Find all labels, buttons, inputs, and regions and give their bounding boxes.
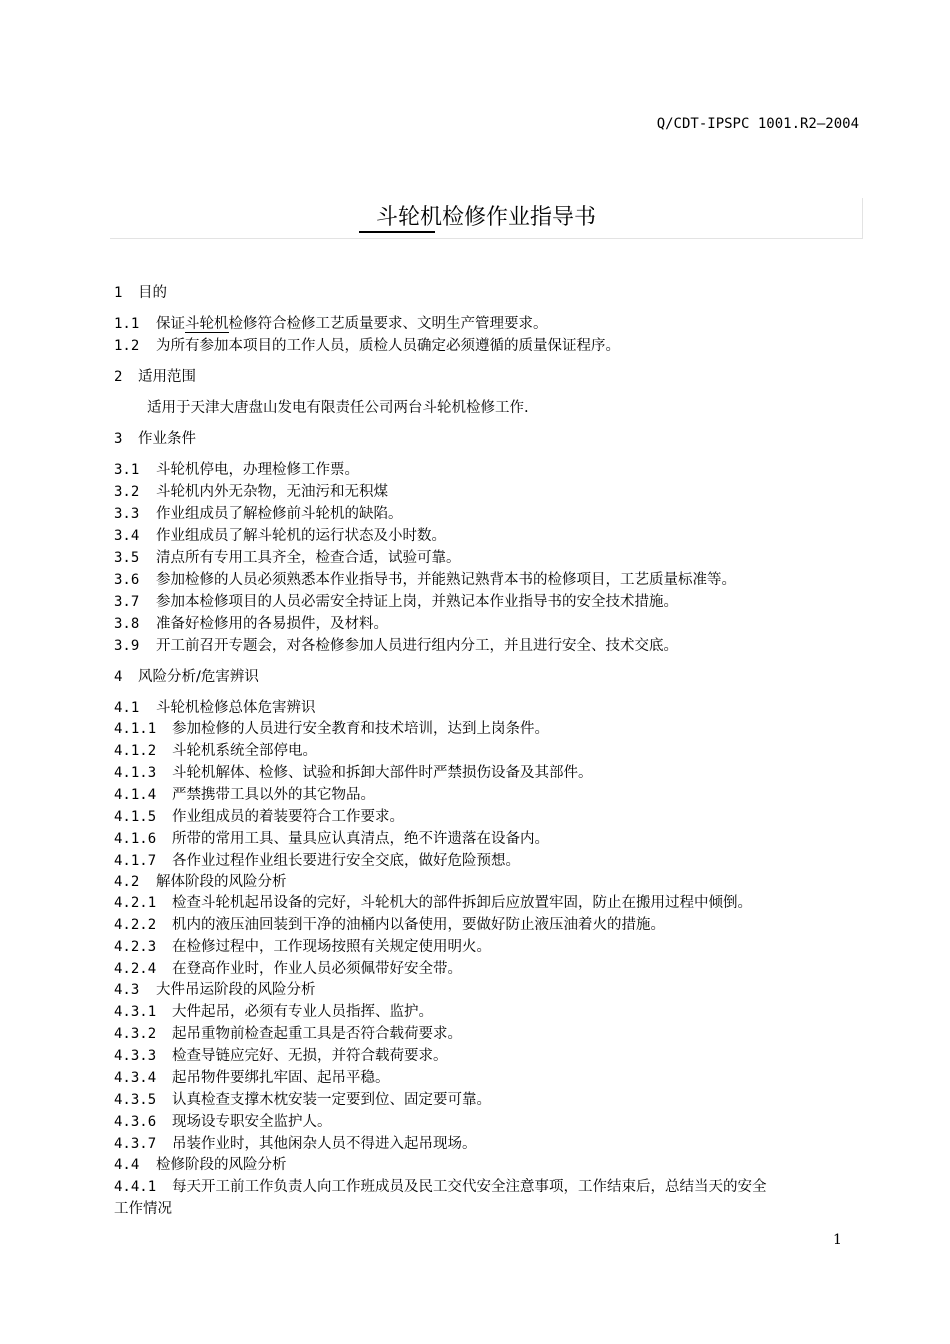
item-number: 4.1.1 (114, 721, 157, 737)
subsection-title: 斗轮机检修总体危害辨识 (156, 700, 316, 716)
item-text: 在登高作业时，作业人员必须佩带好安全带。 (172, 961, 462, 977)
item-number: 4.1.5 (114, 809, 157, 825)
item-text: 机内的液压油回装到干净的油桶内以备使用，要做好防止液压油着火的措施。 (172, 917, 665, 933)
item-text: 检查导链应完好、无损，并符合载荷要求。 (172, 1048, 448, 1064)
item-text: 各作业过程作业组长要进行安全交底，做好危险预想。 (172, 853, 520, 869)
item-text: 起吊物件要绑扎牢固、起吊平稳。 (172, 1070, 390, 1086)
list-item (114, 959, 462, 980)
list-item (114, 614, 388, 635)
item-number: 4.2.4 (114, 961, 157, 977)
item-text: 斗轮机内外无杂物，无油污和无积煤 (156, 484, 388, 500)
list-item (114, 526, 446, 547)
list-item (114, 314, 548, 335)
list-item (114, 336, 620, 357)
section-number: 3 (114, 431, 123, 447)
list-item (114, 570, 736, 591)
item-continuation: 工作情况 (114, 1201, 172, 1217)
item-number: 3.3 (114, 506, 140, 522)
title-underline (359, 231, 435, 233)
subsection-title: 检修阶段的风险分析 (156, 1157, 287, 1173)
section-title: 目的 (138, 285, 167, 301)
item-number: 3.8 (114, 616, 140, 632)
item-number: 4.4.1 (114, 1179, 157, 1195)
section-number: 2 (114, 369, 123, 385)
page-number: 1 (833, 1232, 842, 1248)
list-item (114, 1112, 332, 1133)
item-text: 在检修过程中，工作现场按照有关规定使用明火。 (172, 939, 491, 955)
item-text: 起吊重物前检查起重工具是否符合载荷要求。 (172, 1026, 462, 1042)
item-number: 4.2.2 (114, 917, 157, 933)
list-item (114, 1090, 491, 1111)
item-number: 4.1.2 (114, 743, 157, 759)
list-item (114, 1068, 390, 1089)
subsection-heading (114, 1155, 287, 1176)
list-item (114, 829, 549, 850)
subsection-number: 4.1 (114, 700, 140, 716)
item-text: 为所有参加本项目的工作人员，质检人员确定必须遵循的质量保证程序。 (156, 338, 620, 354)
item-text: 每天开工前工作负责人向工作班成员及民工交代安全注意事项，工作结束后，总结当天的安全 (172, 1179, 767, 1195)
item-text: 作业组成员了解斗轮机的运行状态及小时数。 (156, 528, 446, 544)
item-number: 4.3.7 (114, 1136, 157, 1152)
item-number: 3.2 (114, 484, 140, 500)
section-title: 适用范围 (138, 369, 196, 385)
item-text: 认真检查支撑木枕安装一定要到位、固定要可靠。 (172, 1092, 491, 1108)
list-item (114, 741, 317, 762)
subsection-heading (114, 698, 316, 719)
item-number: 3.5 (114, 550, 140, 566)
section-title: 作业条件 (138, 431, 196, 447)
list-item (114, 592, 678, 613)
item-number: 3.7 (114, 594, 140, 610)
list-item (114, 915, 665, 936)
title-block (110, 198, 863, 239)
item-text: 准备好检修用的各易损件，及材料。 (156, 616, 388, 632)
item-number: 4.2.1 (114, 895, 157, 911)
item-number: 4.1.7 (114, 853, 157, 869)
subsection-number: 4.3 (114, 982, 140, 998)
list-item (114, 763, 593, 784)
item-text: 严禁携带工具以外的其它物品。 (172, 787, 375, 803)
item-text: 开工前召开专题会，对各检修参加人员进行组内分工，并且进行安全、技术交底。 (156, 638, 678, 654)
underlined-term: 斗轮机 (185, 316, 229, 332)
item-text: 清点所有专用工具齐全，检查合适，试验可靠。 (156, 550, 461, 566)
list-item (114, 851, 520, 872)
section-number: 1 (114, 285, 123, 301)
item-text: 参加检修的人员必须熟悉本作业指导书，并能熟记熟背本书的检修项目，工艺质量标准等。 (156, 572, 736, 588)
list-item (114, 719, 549, 740)
subsection-number: 4.2 (114, 874, 140, 890)
item-text: 检查斗轮机起吊设备的完好，斗轮机大的部件拆卸后应放置牢固，防止在搬用过程中倾倒。 (172, 895, 752, 911)
list-item (114, 937, 491, 958)
document-code: Q/CDT-IPSPC 1001.R2—2004 (656, 116, 859, 132)
list-item (114, 460, 359, 481)
item-number: 4.1.4 (114, 787, 157, 803)
item-number: 4.3.6 (114, 1114, 157, 1130)
subsection-number: 4.4 (114, 1157, 140, 1173)
item-number: 4.3.1 (114, 1004, 157, 1020)
list-item (114, 1024, 462, 1045)
list-item (114, 1177, 767, 1198)
item-text: 所带的常用工具、量具应认真清点，绝不许遗落在设备内。 (172, 831, 549, 847)
item-text: 现场设专职安全监护人。 (172, 1114, 332, 1130)
section-title: 风险分析/危害辨识 (138, 669, 259, 685)
item-number: 4.1.6 (114, 831, 157, 847)
item-number: 3.9 (114, 638, 140, 654)
item-number: 3.1 (114, 462, 140, 478)
item-text: 斗轮机解体、检修、试验和拆卸大部件时严禁损伤设备及其部件。 (172, 765, 593, 781)
item-number: 1.1 (114, 316, 140, 332)
item-number: 4.3.4 (114, 1070, 157, 1086)
item-text: 作业组成员的着装要符合工作要求。 (172, 809, 404, 825)
list-item (114, 893, 752, 914)
list-item (114, 482, 388, 503)
list-item (114, 636, 678, 657)
list-item (114, 807, 404, 828)
item-number: 4.3.2 (114, 1026, 157, 1042)
list-item (114, 1046, 448, 1067)
section-heading (114, 367, 196, 388)
list-item (114, 504, 403, 525)
section-heading (114, 283, 167, 304)
subsection-title: 解体阶段的风险分析 (156, 874, 287, 890)
item-text: 斗轮机停电，办理检修工作票。 (156, 462, 359, 478)
item-number: 1.2 (114, 338, 140, 354)
item-number: 4.3.3 (114, 1048, 157, 1064)
subsection-heading (114, 872, 287, 893)
item-number: 4.2.3 (114, 939, 157, 955)
item-text: 保证 (156, 316, 185, 332)
item-text: 作业组成员了解检修前斗轮机的缺陷。 (156, 506, 403, 522)
item-number: 3.4 (114, 528, 140, 544)
section-number: 4 (114, 669, 123, 685)
list-item (114, 785, 375, 806)
section-heading (114, 429, 196, 450)
item-number: 4.3.5 (114, 1092, 157, 1108)
item-text: 检修符合检修工艺质量要求、文明生产管理要求。 (228, 316, 548, 332)
item-text: 吊装作业时，其他闲杂人员不得进入起吊现场。 (172, 1136, 477, 1152)
list-item (114, 548, 461, 569)
subsection-heading (114, 980, 316, 1001)
list-item (114, 1134, 477, 1155)
list-item (114, 1002, 433, 1023)
item-text: 斗轮机系统全部停电。 (172, 743, 317, 759)
section-heading (114, 667, 259, 688)
item-number: 4.1.3 (114, 765, 157, 781)
item-text: 大件起吊，必须有专业人员指挥、监护。 (172, 1004, 433, 1020)
item-text: 参加本检修项目的人员必需安全持证上岗，并熟记本作业指导书的安全技术措施。 (156, 594, 678, 610)
paragraph: 适用于天津大唐盘山发电有限责任公司两台斗轮机检修工作. (147, 400, 529, 416)
item-number: 3.6 (114, 572, 140, 588)
item-text: 参加检修的人员进行安全教育和技术培训，达到上岗条件。 (172, 721, 549, 737)
page-title: 斗轮机检修作业指导书 (375, 205, 596, 230)
subsection-title: 大件吊运阶段的风险分析 (156, 982, 316, 998)
